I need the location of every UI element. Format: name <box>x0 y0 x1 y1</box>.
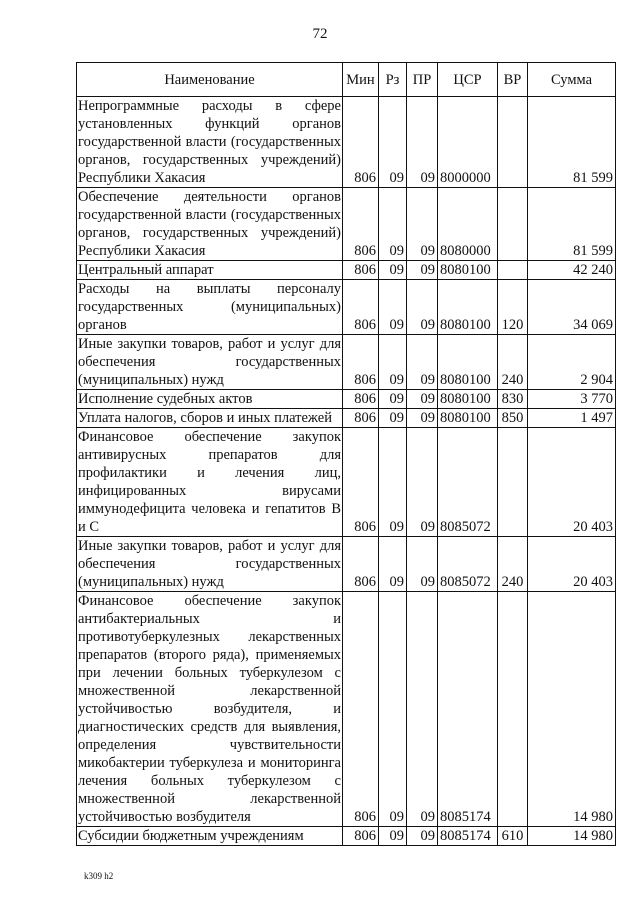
row-sum-cell: 42 240 <box>528 261 616 280</box>
row-csr-cell: 8085072 <box>438 428 498 537</box>
header-rz: Рз <box>379 63 407 97</box>
row-pr-cell: 09 <box>407 592 438 827</box>
row-name-cell: Обеспечение деятельности органов государственной власти (государственных органов, государственных учреждений) Республики Хакасия <box>78 189 341 259</box>
table-row <box>77 280 616 335</box>
row-sum-cell: 81 599 <box>528 188 616 261</box>
row-name-cell: Расходы на выплаты персоналу государственных (муниципальных) органов <box>78 281 341 333</box>
row-csr-cell: 8080100 <box>438 280 498 335</box>
row-pr-cell: 09 <box>407 280 438 335</box>
row-name-cell: Субсидии бюджетным учреждениям <box>77 827 343 846</box>
row-vr-cell <box>498 592 528 827</box>
table-row <box>77 592 616 827</box>
row-rz-cell: 09 <box>379 428 407 537</box>
row-name-cell: Финансовое обеспечение закупок антивирусных препаратов для профилактики и лечения лиц, инфицированных вирусами иммунодефицита человека и гепатитов В и С <box>78 429 341 535</box>
table-row <box>77 390 616 409</box>
row-min-cell: 806 <box>343 537 379 592</box>
row-pr-cell: 09 <box>407 97 438 188</box>
row-csr-cell: 8080100 <box>438 390 498 409</box>
row-sum-cell: 1 497 <box>528 409 616 428</box>
row-pr-cell: 09 <box>407 428 438 537</box>
row-min-cell: 806 <box>343 827 379 846</box>
row-rz-cell: 09 <box>379 592 407 827</box>
row-rz-cell: 09 <box>379 390 407 409</box>
row-name-cell: Исполнение судебных актов <box>77 390 343 409</box>
row-min-cell: 806 <box>343 335 379 390</box>
row-pr-cell: 09 <box>407 390 438 409</box>
table-row <box>77 409 616 428</box>
row-name-cell: Финансовое обеспечение закупок антибактериальных и противотуберкулезных лекарственных препаратов (второго ряда), применяемых при лечении больных туберкулезом с множественной лекарственной устойчивостью возбудителя, и диагностических средств для выявления, определения чувствительности микобактерии туберкулеза и мониторинга лечения больных туберкулезом с множественной лекарственной устойчивостью возбудителя <box>78 593 341 825</box>
row-rz-cell: 09 <box>379 261 407 280</box>
row-name-cell: Центральный аппарат <box>77 261 343 280</box>
row-sum-cell: 81 599 <box>528 97 616 188</box>
row-min-cell: 806 <box>343 280 379 335</box>
page-number: 72 <box>312 26 328 42</box>
row-vr-cell: 610 <box>498 827 528 846</box>
row-rz-cell: 09 <box>379 409 407 428</box>
row-sum-cell: 34 069 <box>528 280 616 335</box>
row-pr-cell: 09 <box>407 335 438 390</box>
row-name-cell: Уплата налогов, сборов и иных платежей <box>77 409 343 428</box>
row-sum-cell: 20 403 <box>528 428 616 537</box>
row-vr-cell: 120 <box>498 280 528 335</box>
row-csr-cell: 8000000 <box>438 97 498 188</box>
row-min-cell: 806 <box>343 390 379 409</box>
row-pr-cell: 09 <box>407 409 438 428</box>
row-pr-cell: 09 <box>407 188 438 261</box>
header-name: Наименование <box>77 63 343 97</box>
row-csr-cell: 8080100 <box>438 409 498 428</box>
row-csr-cell: 8085072 <box>438 537 498 592</box>
row-rz-cell: 09 <box>379 537 407 592</box>
row-vr-cell <box>498 188 528 261</box>
row-vr-cell <box>498 261 528 280</box>
header-pr: ПР <box>407 63 438 97</box>
row-rz-cell: 09 <box>379 827 407 846</box>
row-csr-cell: 8085174 <box>438 592 498 827</box>
row-csr-cell: 8080000 <box>438 188 498 261</box>
row-pr-cell: 09 <box>407 537 438 592</box>
row-csr-cell: 8080100 <box>438 261 498 280</box>
row-csr-cell: 8085174 <box>438 827 498 846</box>
row-sum-cell: 20 403 <box>528 537 616 592</box>
table-row <box>77 827 616 846</box>
row-name-cell: Иные закупки товаров, работ и услуг для обеспечения государственных (муниципальных) нужд <box>78 336 341 388</box>
row-pr-cell: 09 <box>407 827 438 846</box>
row-vr-cell: 240 <box>498 537 528 592</box>
row-csr-cell: 8080100 <box>438 335 498 390</box>
table-row <box>77 428 616 537</box>
row-name-cell: Иные закупки товаров, работ и услуг для обеспечения государственных (муниципальных) нужд <box>78 538 341 590</box>
row-min-cell: 806 <box>343 592 379 827</box>
header-sum: Сумма <box>528 63 616 97</box>
row-sum-cell: 2 904 <box>528 335 616 390</box>
row-min-cell: 806 <box>343 261 379 280</box>
header-csr: ЦСР <box>438 63 498 97</box>
row-vr-cell <box>498 428 528 537</box>
footer-code: k309 h2 <box>84 871 114 881</box>
row-rz-cell: 09 <box>379 335 407 390</box>
row-vr-cell <box>498 97 528 188</box>
header-vr: ВР <box>498 63 528 97</box>
row-rz-cell: 09 <box>379 280 407 335</box>
table-row <box>77 537 616 592</box>
row-vr-cell: 240 <box>498 335 528 390</box>
budget-table <box>76 62 616 846</box>
row-rz-cell: 09 <box>379 97 407 188</box>
table-row <box>77 335 616 390</box>
row-sum-cell: 14 980 <box>528 592 616 827</box>
row-min-cell: 806 <box>343 97 379 188</box>
header-min: Мин <box>343 63 379 97</box>
row-vr-cell: 830 <box>498 390 528 409</box>
row-name-cell: Непрограммные расходы в сфере установленных функций органов государственной власти (государственных органов, государственных учреждений) Республики Хакасия <box>78 98 341 186</box>
row-sum-cell: 14 980 <box>528 827 616 846</box>
table-header-row <box>77 63 616 97</box>
table-row <box>77 97 616 188</box>
row-min-cell: 806 <box>343 409 379 428</box>
table-row <box>77 188 616 261</box>
row-vr-cell: 850 <box>498 409 528 428</box>
row-min-cell: 806 <box>343 428 379 537</box>
table-row <box>77 261 616 280</box>
row-rz-cell: 09 <box>379 188 407 261</box>
row-min-cell: 806 <box>343 188 379 261</box>
row-sum-cell: 3 770 <box>528 390 616 409</box>
row-pr-cell: 09 <box>407 261 438 280</box>
